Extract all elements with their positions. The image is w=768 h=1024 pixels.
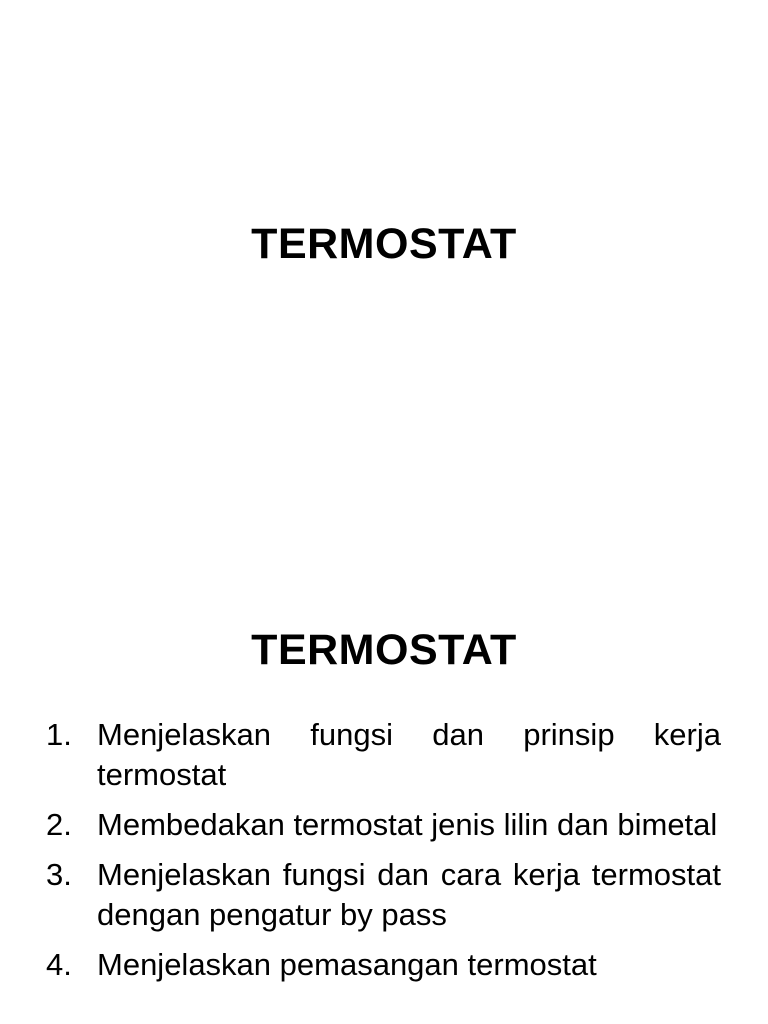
objective-text: Menjelaskan fungsi dan cara kerja termostat dengan pengatur by pass	[97, 857, 721, 932]
objective-number: 4.	[46, 947, 72, 982]
objective-text: Membedakan termostat jenis lilin dan bimetal	[97, 807, 718, 842]
objective-number: 1.	[46, 717, 72, 752]
objective-item	[46, 855, 721, 935]
objectives-slide	[0, 584, 768, 1024]
objective-number: 3.	[46, 857, 72, 892]
objectives-slide-heading: TERMOSTAT	[251, 626, 517, 674]
objective-item	[46, 945, 721, 985]
objective-item	[46, 715, 721, 795]
objectives-list	[46, 715, 721, 995]
title-slide-heading: TERMOSTAT	[251, 220, 517, 268]
objective-number: 2.	[46, 807, 72, 842]
objective-item	[46, 805, 721, 845]
objective-text: Menjelaskan pemasangan termostat	[97, 947, 597, 982]
objective-text: Menjelaskan fungsi dan prinsip kerja termostat	[97, 717, 721, 792]
